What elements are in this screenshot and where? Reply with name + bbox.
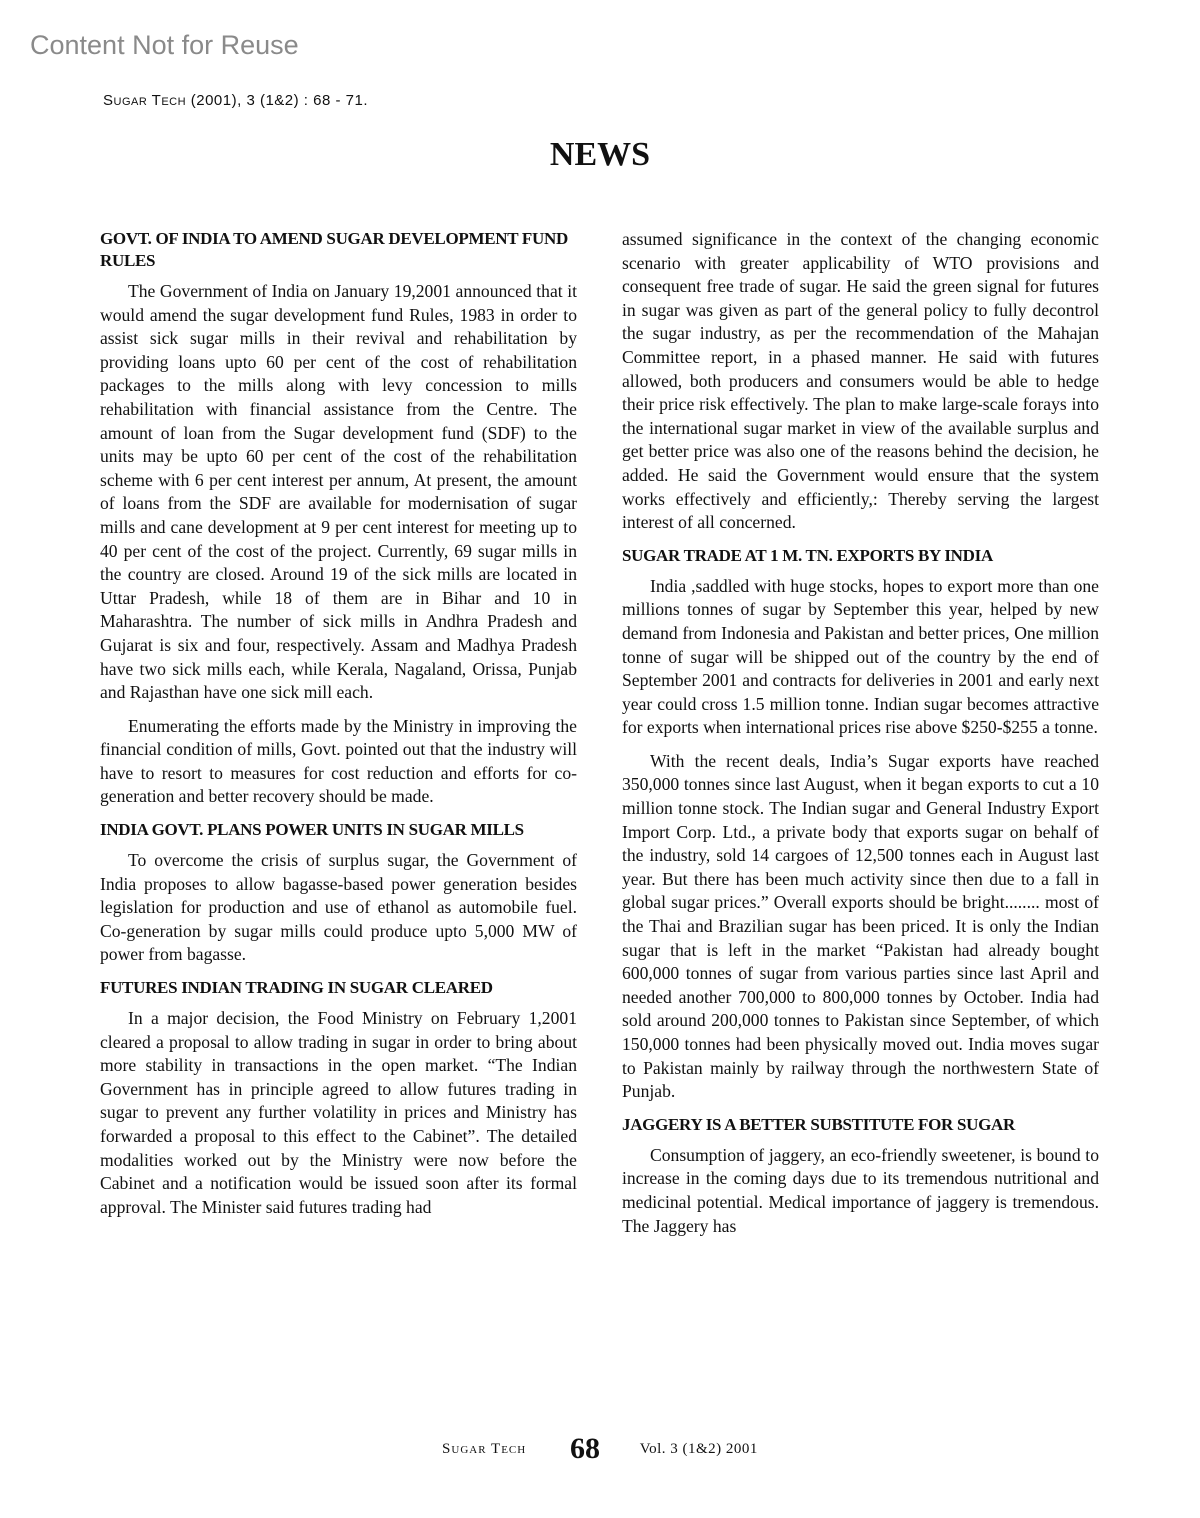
article-continuation: assumed significance in the context of the changing economic scenario with greater applicability of WTO provisions and consequent free trade of sugar. He said the green signal for futures in sugar was given as part of the general policy to fully decontrol the sugar industry, as per the recommendation of the Mahajan Committee report, in a phased manner. He said with futures allowed, both producers and consumers would be able to hedge their price risk effectively. The plan to make large-scale forays into the international sugar market in view of the available surplus and get better price was also one of the reasons behind the decision, he added. He said the Government would ensure that the system works effectively and efficiently,: Thereby serving the largest interest of all concerned.: [622, 229, 1099, 533]
journal-citation: [103, 92, 368, 109]
article-paragraph: In a major decision, the Food Ministry on February 1,2001 cleared a proposal to allow trading in sugar in order to bring about more stability in transactions in the open market. “The Indian Government has in principle agreed to allow futures trading in sugar to prevent any further volatility in prices and Ministry has forwarded a proposal to this effect to the Cabinet”. The detailed modalities worked out by the Ministry were now before the Cabinet and a notification would be issued soon after its formal approval. The Minister said futures trading had: [100, 1008, 577, 1217]
footer-volume: Vol. 3 (1&2) 2001: [639, 1440, 758, 1457]
left-column: [100, 228, 577, 1229]
article-paragraph: With the recent deals, India’s Sugar exports have reached 350,000 tonnes since last August, when it began exports to cut a 10 million tonne stock. The Indian sugar and General Industry Export Import Corp. Ltd., a private body that exports sugar on behalf of the industry, sold 14 cargoes of 12,500 tonnes each in August last year. But there has been much activity since then due to a fall in global sugar prices.” Overall exports should be bright........ most of the Thai and Brazilian sugar has been priced. It is only the Indian sugar that is left in the market “Pakistan had already bought 600,000 tonnes of sugar from various parties since last April and needed another 700,000 to 800,000 tonnes by October. India had sold around 200,000 tonnes to Pakistan since September, of which 150,000 tonnes had been physically moved out. India moves sugar to Pakistan mainly by railway through the northwestern State of Punjab.: [622, 750, 1099, 1102]
article-futures-trading: [100, 977, 577, 1219]
right-column: [622, 228, 1099, 1248]
article-paragraph: India ,saddled with huge stocks, hopes to export more than one millions tonnes of sugar by September this year, helped by new demand from Indonesia and Pakistan and better prices, One million tonne of sugar will be shipped out of the country by the end of September 2001 and contracts for deliveries in 2001 and early next year could cross 1.5 million tonne. Indian sugar becomes attractive for exports when international prices rise above $250-$255 a tonne.: [622, 575, 1099, 738]
citation-journal-name: Sugar Tech: [103, 92, 187, 109]
watermark-text: Content Not for Reuse: [30, 30, 299, 60]
article-heading: FUTURES INDIAN TRADING IN SUGAR CLEARED: [100, 978, 493, 998]
page-footer: [0, 1432, 1200, 1466]
article-paragraph: To overcome the crisis of surplus sugar, the Government of India proposes to allow bagasse-based power generation besides legislation for production and use of ethanol as automobile fuel. Co-generation by sugar mills could produce upto 5,000 MW of power from bagasse.: [100, 850, 577, 965]
page-title: NEWS: [549, 136, 651, 173]
article-heading: SUGAR TRADE AT 1 M. TN. EXPORTS BY INDIA: [622, 545, 993, 565]
article-jaggery: [622, 1114, 1099, 1238]
article-paragraph: Enumerating the efforts made by the Ministry in improving the financial condition of mills, Govt. pointed out that the industry will have to resort to measures for cost reduction and efforts for co-generation and better recovery should be made.: [100, 715, 577, 807]
article-sugar-exports: [622, 545, 1099, 1104]
article-amend-sdf-rules: [100, 228, 577, 809]
article-heading: JAGGERY IS A BETTER SUBSTITUTE FOR SUGAR: [622, 1114, 1015, 1134]
citation-details: (2001), 3 (1&2) : 68 - 71.: [190, 92, 369, 109]
article-power-units: [100, 819, 577, 967]
article-heading: GOVT. OF INDIA TO AMEND SUGAR DEVELOPMENT FUND RULES: [100, 229, 568, 270]
article-heading: INDIA GOVT. PLANS POWER UNITS IN SUGAR MILLS: [100, 820, 524, 840]
article-paragraph: Consumption of jaggery, an eco-friendly sweetener, is bound to increase in the coming days due to its tremendous nutritional and medicinal potential. Medical importance of jaggery is tremendous. The Jaggery has: [622, 1144, 1099, 1236]
footer-journal-name: Sugar Tech: [442, 1440, 527, 1457]
page-number: 68: [569, 1432, 600, 1465]
article-paragraph: The Government of India on January 19,2001 announced that it would amend the sugar development fund Rules, 1983 in order to assist sick sugar mills in their revival and rehabilitation by providing loans upto 60 per cent of the cost of rehabilitation packages to the mills along with levy concession to mills rehabilitation with financial assistance from the Centre. The amount of loan from the Sugar development fund (SDF) to the units may be upto 60 per cent of the cost of the rehabilitation scheme with 6 per cent interest per annum, At present, the amount of loans from the SDF are available for modernisation of sugar mills and cane development at 9 per cent interest for meeting up to 40 per cent of the cost of the project. Currently, 69 sugar mills in the country are closed. Around 19 of the sick mills are located in Uttar Pradesh, while 18 of them are in Bihar and 10 in Maharashtra. The number of sick mills in Andhra Pradesh and Gujarat is six and four, respectively. Assam and Madhya Pradesh have two sick mills each, while Kerala, Nagaland, Orissa, Punjab and Rajasthan have one sick mill each.: [100, 281, 577, 703]
